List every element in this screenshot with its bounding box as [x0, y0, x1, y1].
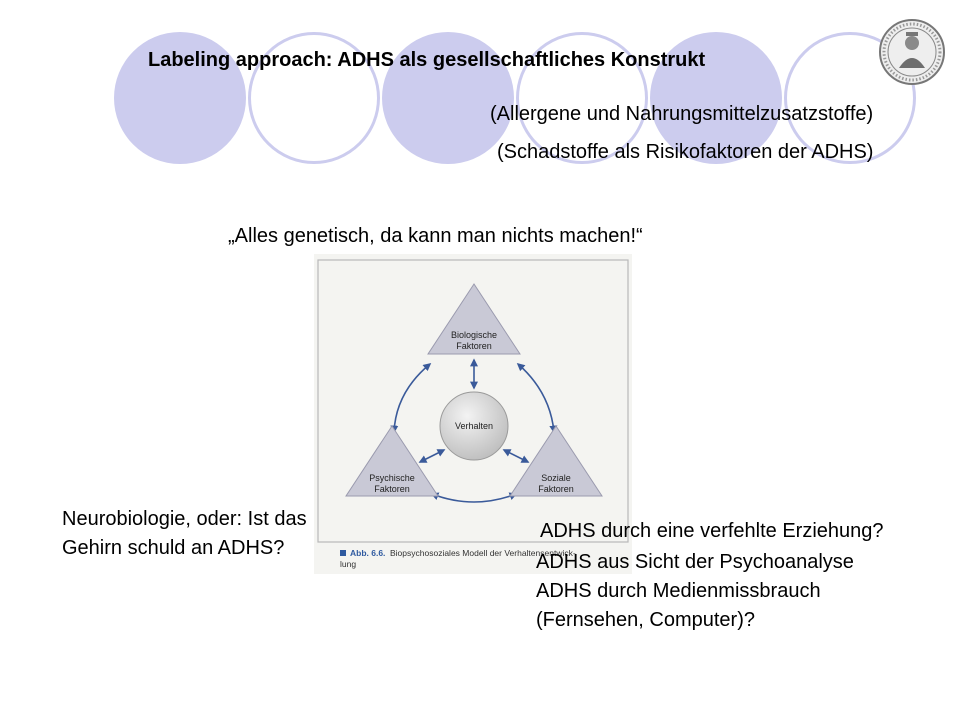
slide-title: Labeling approach: ADHS als gesellschaftliches Konstrukt	[148, 49, 706, 71]
node-bio-label-2: Faktoren	[456, 341, 492, 351]
topic-quote: „Alles genetisch, da kann man nichts machen!“	[228, 225, 643, 247]
topic-neuro-line-2: Gehirn schuld an ADHS?	[62, 537, 285, 559]
caption-marker-icon	[340, 550, 346, 556]
arrow-bio-soz	[518, 364, 554, 432]
university-seal-icon	[878, 18, 946, 86]
caption-text-2: lung	[340, 559, 357, 569]
node-psy-label-2: Faktoren	[374, 484, 410, 494]
caption-label: Abb. 6.6.	[350, 548, 386, 558]
node-psy-label-1: Psychische	[369, 473, 415, 483]
arrow-psy-center	[420, 450, 444, 462]
topic-medien-line-1: ADHS durch Medienmissbrauch	[536, 580, 821, 602]
arrow-soz-center	[504, 450, 528, 462]
topic-psychoanalyse: ADHS aus Sicht der Psychoanalyse	[536, 551, 854, 573]
topic-erziehung: ADHS durch eine verfehlte Erziehung?	[540, 520, 884, 542]
arrow-psy-soz	[432, 494, 516, 502]
node-soz-label-2: Faktoren	[538, 484, 574, 494]
topic-allergene: (Allergene und Nahrungsmittelzusatzstoffe)	[490, 103, 874, 125]
topic-schadstoffe: (Schadstoffe als Risikofaktoren der ADHS)	[497, 141, 874, 163]
caption-text-1: Biopsychosoziales Modell der Verhaltensentwick-	[390, 548, 576, 558]
topic-neuro-line-1: Neurobiologie, oder: Ist das	[62, 508, 307, 530]
node-soz-label-1: Soziale	[541, 473, 571, 483]
node-bio-label-1: Biologische	[450, 330, 498, 340]
node-center-label: Verhalten	[454, 421, 494, 431]
arrow-bio-psy	[394, 364, 430, 432]
topic-medien-line-2: (Fernsehen, Computer)?	[536, 609, 755, 631]
